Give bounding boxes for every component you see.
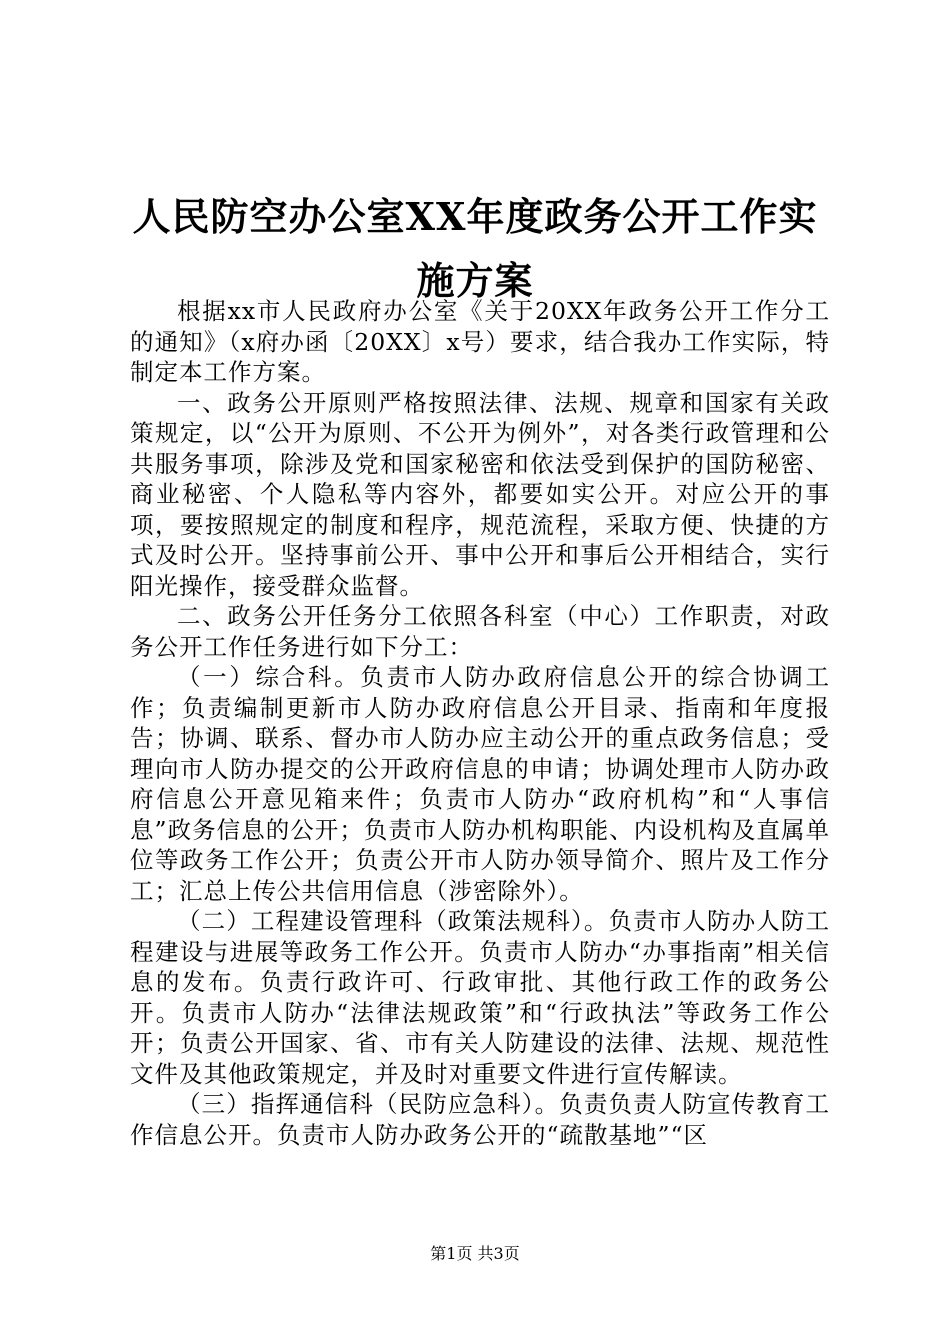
- paragraph-task-division: 二、政务公开任务分工依照各科室（中心）工作职责，对政务公开工作任务进行如下分工：: [130, 602, 830, 661]
- paragraph-command-section: （三）指挥通信科（民防应急科）。负责负责人防宣传教育工作信息公开。负责市人防办政务公开的“疏散基地”“区: [130, 1090, 830, 1149]
- document-title: 人民防空办公室XX年度政务公开工作实施方案: [132, 194, 818, 303]
- paragraph-intro: 根据xx市人民政府办公室《关于20XX年政务公开工作分工的通知》（x府办函〔20XX〕x号）要求，结合我办工作实际，特制定本工作方案。: [130, 297, 830, 386]
- document-body: [130, 296, 830, 1150]
- paragraph-principles: 一、政务公开原则严格按照法律、法规、规章和国家有关政策规定，以“公开为原则、不公开为例外”，对各类行政管理和公共服务事项，除涉及党和国家秘密和依法受到保护的国防秘密、商业秘密、个人隐私等内容外，都要如实公开。对应公开的事项，要按照规定的制度和程序，规范流程，采取方便、快捷的方式及时公开。坚持事前公开、事中公开和事后公开相结合，实行阳光操作，接受群众监督。: [130, 388, 830, 600]
- paragraph-general-section: （一）综合科。负责市人防办政府信息公开的综合协调工作；负责编制更新市人防办政府信息公开目录、指南和年度报告；协调、联系、督办市人防办应主动公开的重点政务信息；受理向市人防办提交的公开政府信息的申请；协调处理市人防办政府信息公开意见箱来件；负责市人防办“政府机构”和“人事信息”政务信息的公开；负责市人防办机构职能、内设机构及直属单位等政务工作公开；负责公开市人防办领导简介、照片及工作分工；汇总上传公共信用信息（涉密除外）。: [130, 663, 830, 905]
- page-footer: 第1页 共3页: [430, 1244, 520, 1263]
- paragraph-engineering-section: （二）工程建设管理科（政策法规科）。负责市人防办人防工程建设与进展等政务工作公开。负责市人防办“办事指南”相关信息的发布。负责行政许可、行政审批、其他行政工作的政务公开。负责市人防办“法律法规政策”和“行政执法”等政务工作公开；负责公开国家、省、市有关人防建设的法律、法规、规范性文件及其他政策规定，并及时对重要文件进行宣传解读。: [130, 907, 830, 1088]
